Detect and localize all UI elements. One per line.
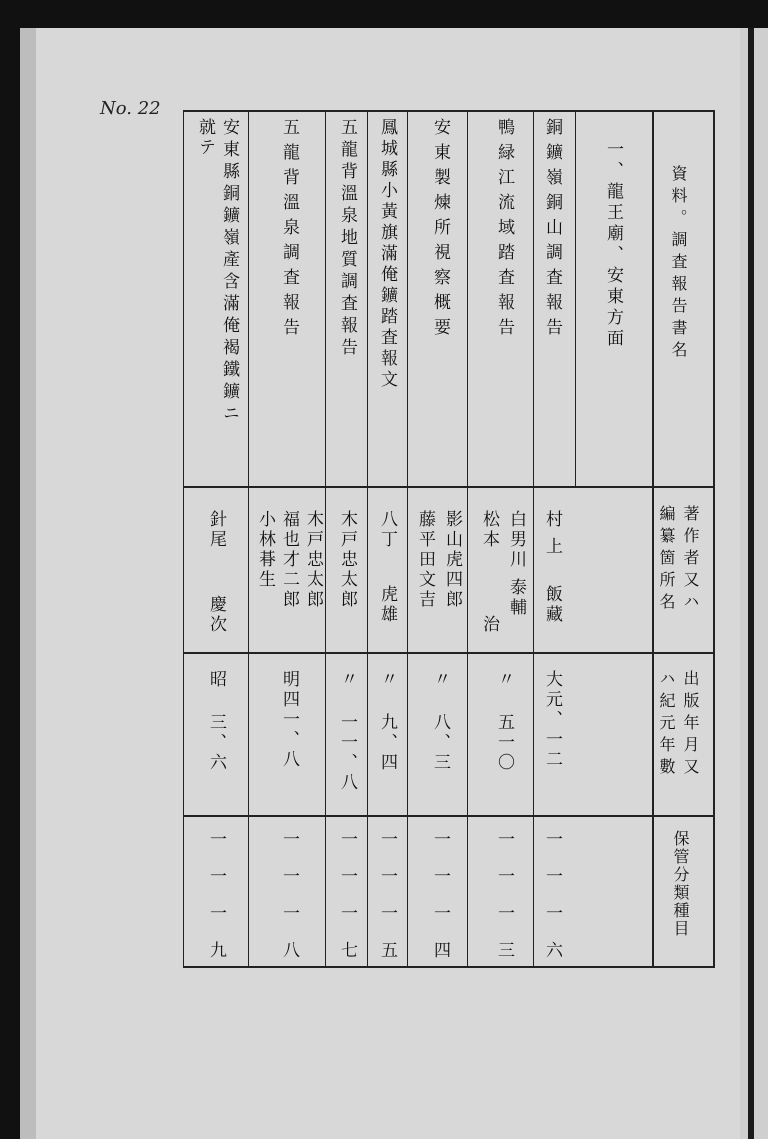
row-3-class: 一一一四 — [430, 830, 450, 978]
row-1-author-b: 飯藏 — [542, 585, 562, 625]
binding-shadow — [20, 28, 36, 1139]
page-number: No. 22 — [100, 98, 161, 119]
row-2-author-c: 泰輔 — [506, 578, 526, 618]
row-4-title: 鳳城縣小黃旗滿俺鑛踏査報文 — [377, 118, 397, 391]
row-2-title: 鴨緑江流域踏査報告 — [494, 118, 514, 343]
entry-divider-3 — [407, 110, 408, 968]
row-4-date: 〃 九、四 — [377, 670, 397, 773]
section-title: 一、龍王廟、安東方面 — [603, 140, 623, 350]
row-2-author-d: 治 — [479, 615, 499, 635]
row-7-date: 昭 三、六 — [206, 670, 226, 773]
row-3-title: 安東製煉所視察概要 — [430, 118, 450, 343]
row-2-author-a: 白男川 — [506, 510, 526, 570]
row-5-author: 木戸忠太郎 — [337, 510, 357, 610]
header-date-line1: 出版年月又 — [681, 670, 700, 780]
row-1-title: 銅鑛嶺銅山調査報告 — [542, 118, 562, 343]
row-5-class: 一一一七 — [337, 830, 357, 978]
row-1-author-a: 村上 — [542, 510, 562, 564]
table-top-border — [183, 110, 715, 112]
entry-divider-4 — [367, 110, 368, 968]
row-3-author-a: 影山虎四郎 — [442, 510, 462, 610]
row-6-title: 五龍背溫泉調査報告 — [279, 118, 299, 343]
row-2-class: 一一一三 — [494, 830, 514, 978]
row-4-author-a: 八丁 — [377, 510, 397, 550]
row-2-author-b: 松本 — [479, 510, 499, 550]
row-7-class: 一一一九 — [206, 830, 226, 978]
row-divider-1 — [183, 486, 715, 488]
row-7-title-line2: 就テ — [195, 118, 215, 158]
row-4-class: 一一一五 — [377, 830, 397, 978]
entry-divider-6 — [248, 110, 249, 968]
header-title: 資料。調査報告書名 — [669, 165, 688, 363]
entry-divider-1 — [533, 110, 534, 968]
row-3-date: 〃 八、三 — [430, 670, 450, 773]
row-divider-2 — [183, 652, 715, 654]
header-column-divider — [652, 110, 654, 968]
row-1-date: 大元、一二 — [542, 670, 562, 770]
row-6-author-b: 福也才二郎 — [279, 510, 299, 610]
next-page-edge — [740, 28, 768, 1139]
row-6-date: 明四一、八 — [279, 670, 299, 770]
row-7-author-b: 慶次 — [206, 595, 226, 635]
section-divider — [575, 110, 576, 486]
row-6-author-c: 小林朞生 — [255, 510, 275, 590]
table-left-border — [183, 110, 184, 968]
row-divider-3 — [183, 815, 715, 817]
header-date-line2: ハ紀元年數 — [657, 670, 676, 780]
row-1-class: 一一一六 — [542, 830, 562, 978]
row-6-author-a: 木戸忠太郎 — [303, 510, 323, 610]
header-class: 保管分類種目 — [671, 830, 690, 938]
row-2-date: 〃 五一〇 — [494, 670, 514, 773]
row-3-author-b: 藤平田文吉 — [415, 510, 435, 610]
row-4-author-b: 虎雄 — [377, 585, 397, 625]
row-7-title-line1: 安東縣銅鑛嶺產含滿俺褐鐵鑛ニ — [219, 118, 239, 426]
entry-divider-2 — [467, 110, 468, 968]
table-right-border — [713, 110, 715, 968]
header-author-line2: 編纂箇所名 — [657, 505, 676, 615]
row-5-title: 五龍背溫泉地質調査報告 — [337, 118, 357, 360]
row-7-author-a: 針尾 — [206, 510, 226, 550]
row-5-date: 〃 一一、八 — [337, 670, 357, 793]
row-6-class: 一一一八 — [279, 830, 299, 978]
entry-divider-5 — [325, 110, 326, 968]
header-author-line1: 著作者又ハ — [681, 505, 700, 615]
